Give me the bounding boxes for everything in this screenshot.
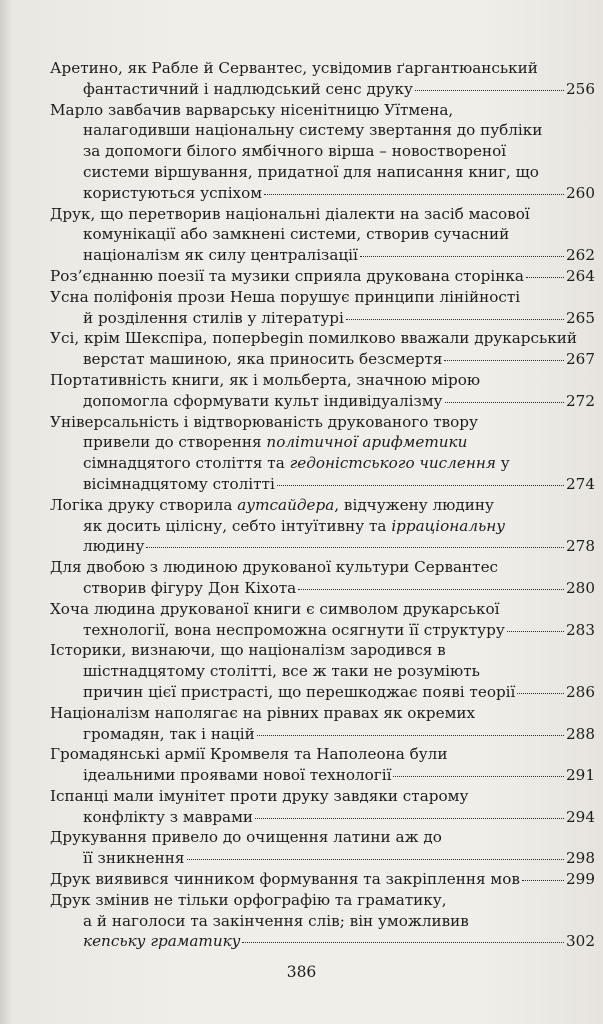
table-of-contents — [50, 58, 595, 952]
entry-text: Громадянські армії Кромвеля та Наполеона були — [50, 745, 448, 764]
dot-leader — [257, 735, 564, 736]
toc-entry — [50, 266, 595, 287]
entry-text: Історики, визнаючи, що націоналізм зародився в — [50, 641, 446, 660]
entry-text: людину — [83, 537, 145, 556]
entry-text: сімнадцятого століття та гедоністського числення у — [83, 454, 510, 473]
dot-leader — [445, 402, 565, 403]
entry-text: шістнадцятому столітті, все ж таки не розуміють — [83, 662, 480, 681]
dot-leader — [517, 693, 564, 694]
toc-entry — [50, 744, 595, 786]
page-ref: 265 — [566, 308, 595, 327]
entry-text: Друкування привело до очищення латини аж до — [50, 828, 442, 847]
toc-entry — [50, 557, 595, 599]
entry-text: системи віршування, придатної для написання книг, що — [83, 162, 539, 181]
entry-text: вісімнадцятому столітті — [83, 474, 275, 493]
dot-leader — [255, 818, 564, 819]
entry-text: як досить цілісну, себто інтуїтивну та ірраціональну — [83, 516, 506, 535]
toc-entry — [50, 869, 595, 890]
page-ref: 286 — [566, 682, 595, 701]
toc-entry — [50, 827, 595, 869]
entry-text: створив фігуру Дон Кіхота — [83, 578, 297, 597]
entry-text: Роз’єднанню поезії та музики сприяла друкована сторінка — [50, 266, 524, 285]
entry-text: комунікації або замкнені системи, створив сучасний — [83, 225, 510, 244]
dot-leader — [346, 319, 564, 320]
entry-text: верстат машиною, яка приносить безсмертя — [83, 350, 443, 369]
entry-text: її зникнення — [83, 849, 185, 868]
entry-text: а й наголоси та закінчення слів; він уможливив — [83, 911, 469, 930]
page-ref: 256 — [566, 79, 595, 98]
dot-leader — [507, 631, 564, 632]
entry-text: Націоналізм наполягає на рівних правах як окремих — [50, 703, 476, 722]
entry-text: Усі, крім Шекспіра, поперbegin помилково вважали друкарський — [50, 329, 578, 348]
entry-text: конфлікту з маврами — [83, 807, 254, 826]
page-ref: 267 — [566, 350, 595, 369]
toc-entry — [50, 100, 595, 204]
toc-entry — [50, 599, 595, 641]
page-ref: 264 — [566, 266, 595, 285]
dot-leader — [526, 277, 564, 278]
dot-leader — [522, 880, 564, 881]
page-ref: 272 — [566, 391, 595, 410]
entry-text: націоналізм як силу централізації — [83, 246, 358, 265]
entry-text: Друк виявився чинником формування та закріплення мов — [50, 870, 520, 889]
dot-leader — [360, 256, 564, 257]
entry-text: Хоча людина друкованої книги є символом друкарської — [50, 599, 500, 618]
page-ref: 283 — [566, 620, 595, 639]
page-ref: 278 — [566, 537, 595, 556]
entry-text: налагодивши національну систему звертання до публіки — [83, 121, 543, 140]
page-ref: 288 — [566, 724, 595, 743]
italic-term: ірраціональну — [391, 516, 506, 535]
italic-term: гедоністського числення — [289, 454, 496, 473]
page-ref: 298 — [566, 849, 595, 868]
entry-text: фантастичний і надлюдський сенс друку — [83, 79, 413, 98]
entry-text: Для двобою з людиною друкованої культури Сервантес — [50, 558, 499, 577]
entry-text: Друк, що перетворив національні діалекти на засіб масової — [50, 204, 530, 223]
page-ref: 299 — [566, 870, 595, 889]
entry-text: технології, вона неспроможна осягнути її структуру — [83, 620, 505, 639]
toc-entry — [50, 890, 595, 952]
toc-entry — [50, 58, 595, 100]
dot-leader — [393, 776, 564, 777]
entry-text: привели до створення політичної арифметики — [83, 433, 468, 452]
toc-entry — [50, 328, 595, 370]
dot-leader — [146, 547, 564, 548]
dot-leader — [187, 859, 565, 860]
entry-text: Друк змінив не тільки орфографію та граматику, — [50, 890, 447, 909]
dot-leader — [444, 360, 564, 361]
entry-text: користуються успіхом — [83, 183, 263, 202]
toc-entry — [50, 703, 595, 745]
page-ref: 294 — [566, 807, 595, 826]
entry-text: причин цієї пристрасті, що перешкоджає появі теорії — [83, 682, 516, 701]
page-number: 386 — [286, 963, 317, 981]
italic-term: аутсайдера — [237, 495, 335, 514]
page-ref: 274 — [566, 474, 595, 493]
toc-entry — [50, 287, 595, 329]
entry-text: допомогла сформувати культ індивідуалізму — [83, 391, 443, 410]
dot-leader — [415, 90, 564, 91]
entry-text: Марло завбачив варварську нісенітницю Уїтмена, — [50, 100, 454, 119]
dot-leader — [264, 194, 564, 195]
toc-entry — [50, 204, 595, 266]
entry-text: Аретино, як Рабле й Сервантес, усвідомив ґаргантюанський — [50, 59, 538, 77]
entry-text: за допомоги білого ямбічного вірша – новоствореної — [83, 142, 507, 161]
toc-entry — [50, 640, 595, 702]
entry-text — [83, 931, 240, 952]
italic-term: кепську граматику — [83, 932, 241, 951]
page-ref: 302 — [566, 932, 595, 951]
entry-text: й розділення стилів у літературі — [83, 308, 344, 327]
toc-entry — [50, 370, 595, 412]
page-ref: 280 — [566, 578, 595, 597]
entry-text: Усна поліфонія прози Неша порушує принципи лінійності — [50, 287, 521, 306]
page-ref: 260 — [566, 183, 595, 202]
entry-text: Портативність книги, як і мольберта, значною мірою — [50, 370, 481, 389]
toc-entry — [50, 412, 595, 495]
entry-text: ідеальними проявами нової технології — [83, 766, 392, 785]
page-ref: 262 — [566, 246, 595, 265]
entry-text: громадян, так і націй — [83, 724, 255, 743]
dot-leader — [277, 485, 564, 486]
entry-text: Логіка друку створила аутсайдера, відчужену людину — [50, 495, 494, 514]
dot-leader — [298, 589, 564, 590]
dot-leader — [242, 942, 564, 943]
page-ref: 291 — [566, 766, 595, 785]
toc-entry — [50, 786, 595, 828]
toc-entry — [50, 495, 595, 557]
entry-text: Універсальність і відтворюваність друкованого твору — [50, 412, 478, 431]
page-gutter-shadow — [0, 0, 12, 1024]
italic-term: політичної арифметики — [266, 433, 468, 452]
entry-text: Іспанці мали імунітет проти друку завдяки старому — [50, 786, 469, 805]
